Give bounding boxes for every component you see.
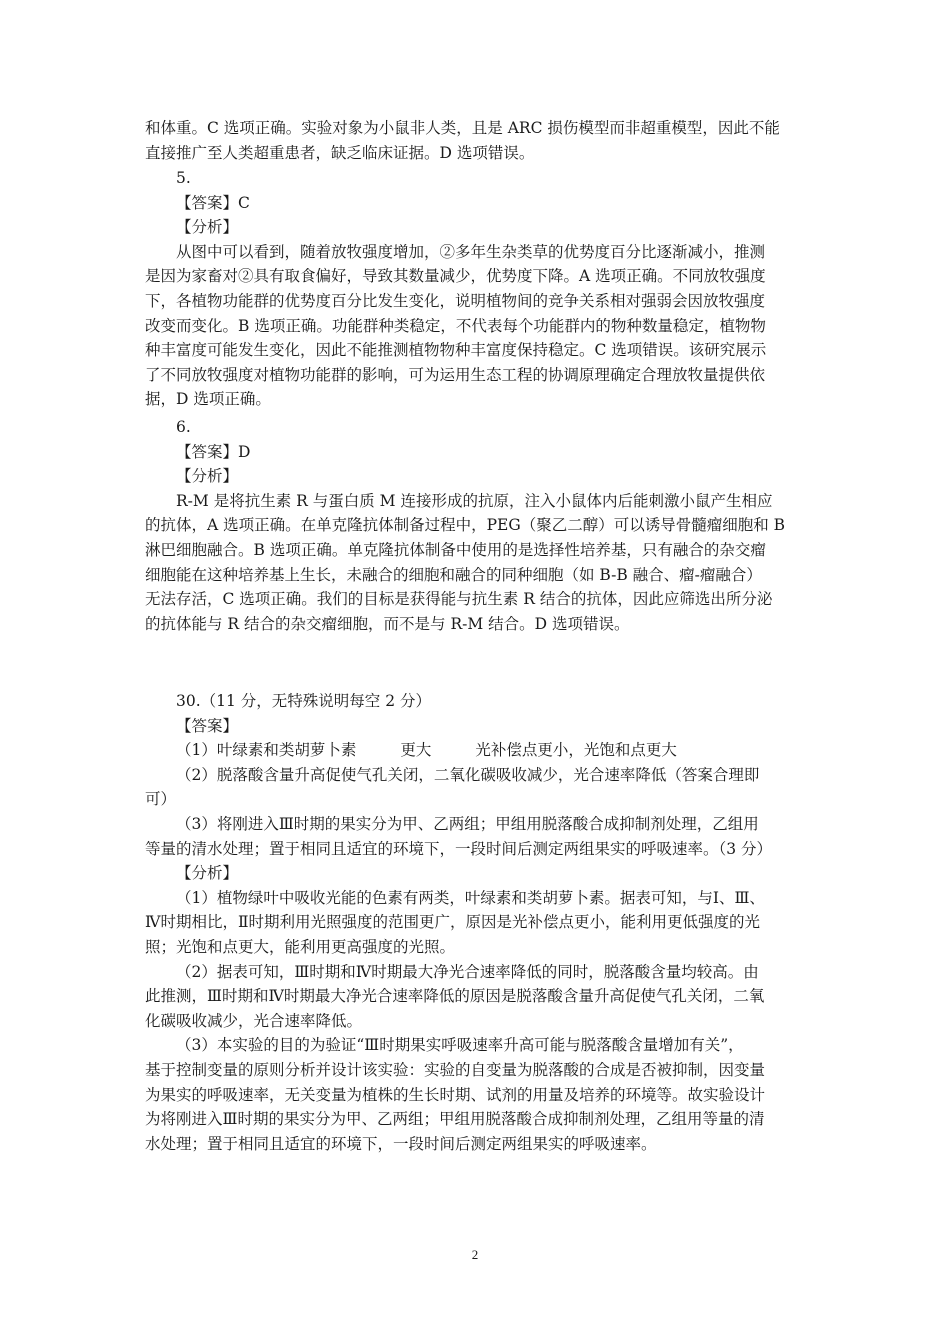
text-line: 为将刚进入Ⅲ时期的果实分为甲、乙两组；甲组用脱落酸合成抑制剂处理，乙组用等量的清 — [145, 1110, 765, 1129]
answer-1-part-3: 光补偿点更小，光饱和点更大 — [475, 741, 677, 760]
answer-1 — [145, 738, 810, 763]
text-line: Ⅳ时期相比，Ⅱ时期利用光照强度的范围更广，原因是光补偿点更小，能利用更低强度的光 — [145, 913, 761, 932]
text-line: 了不同放牧强度对植物功能群的影响，可为运用生态工程的协调原理确定合理放牧量提供依 — [145, 365, 766, 384]
text-line: 照；光饱和点更大，能利用更高强度的光照。 — [145, 937, 456, 956]
analysis-label: 【分析】 — [176, 864, 239, 883]
text-line: 的抗体能与 R 结合的杂交瘤细胞，而不是与 R-M 结合。D 选项错误。 — [145, 614, 630, 633]
question-header: 30.（11 分，无特殊说明每空 2 分） — [176, 692, 432, 710]
analysis-label: 【分析】 — [176, 218, 239, 237]
page-number: 2 — [471, 1247, 479, 1262]
text-line: （2）脱落酸含量升高促使气孔关闭，二氧化碳吸收减少，光合速率降低（答案合理即 — [176, 765, 760, 784]
text-line: （3）本实验的目的为验证“Ⅲ时期果实呼吸速率升高可能与脱落酸含量增加有关”， — [176, 1036, 744, 1055]
text-line: 为果实的呼吸速率，无关变量为植株的生长时期、试剂的用量及培养的环境等。故实验设计 — [145, 1085, 766, 1104]
question-number: 6. — [176, 418, 191, 436]
answer-1-part-2: 更大 — [400, 741, 432, 760]
text-line: 水处理；置于相同且适宜的环境下，一段时间后测定两组果实的呼吸速率。 — [145, 1134, 657, 1153]
text-line: 是因为家畜对②具有取食偏好，导致其数量减少，优势度下降。A 选项正确。不同放牧强度 — [145, 267, 766, 286]
section-q30 — [145, 689, 810, 1156]
section-q5 — [145, 166, 810, 412]
text-line: （1）植物绿叶中吸收光能的色素有两类，叶绿素和类胡萝卜素。据表可知，与Ⅰ、Ⅲ、 — [176, 888, 765, 907]
text-line: （3）将刚进入Ⅲ时期的果实分为甲、乙两组；甲组用脱落酸合成抑制剂处理，乙组用 — [176, 814, 759, 833]
question-number: 5. — [176, 169, 191, 187]
text-line: 的抗体，A 选项正确。在单克隆抗体制备过程中，PEG（聚乙二醇）可以诱导骨髓瘤细胞和 B — [145, 516, 786, 535]
text-line: 淋巴细胞融合。B 选项正确。单克隆抗体制备中使用的是选择性培养基，只有融合的杂交瘤 — [145, 540, 766, 559]
text-line: 可） — [145, 790, 177, 809]
answer-1-part-1: （1）叶绿素和类胡萝卜素 — [176, 741, 357, 760]
text-line: （2）据表可知，Ⅲ时期和Ⅳ时期最大净光合速率降低的同时，脱落酸含量均较高。由 — [176, 962, 759, 981]
text-line: 化碳吸收减少，光合速率降低。 — [145, 1011, 363, 1030]
text-line: 等量的清水处理；置于相同且适宜的环境下，一段时间后测定两组果实的呼吸速率。（3 分） — [145, 839, 773, 858]
analysis-label: 【分析】 — [176, 467, 239, 486]
text-line: 改变而变化。B 选项正确。功能群种类稳定，不代表每个功能群内的物种数量稳定，植物物 — [145, 316, 766, 335]
section-q4-continuation — [145, 116, 810, 165]
section-q6 — [145, 415, 810, 636]
text-line: 无法存活，C 选项正确。我们的目标是获得能与抗生素 R 结合的抗体，因此应筛选出所分泌 — [145, 590, 773, 609]
text-line: 种丰富度可能发生变化，因此不能推测植物物种丰富度保持稳定。C 选项错误。该研究展示 — [145, 341, 767, 360]
text-line: 直接推广至人类超重患者，缺乏临床证据。D 选项错误。 — [145, 143, 535, 162]
text-line: 从图中可以看到，随着放牧强度增加，②多年生杂类草的优势度百分比逐渐减小，推测 — [176, 242, 766, 261]
text-line: 下，各植物功能群的优势度百分比发生变化，说明植物间的竞争关系相对强弱会因放牧强度 — [145, 291, 766, 310]
answer-label: 【答案】D — [176, 442, 251, 461]
answer-label: 【答案】C — [176, 193, 250, 212]
text-line: 和体重。C 选项正确。实验对象为小鼠非人类，且是 ARC 损伤模型而非超重模型，因此不能 — [145, 119, 780, 137]
text-line: 基于控制变量的原则分析并设计该实验：实验的自变量为脱落酸的合成是否被抑制，因变量 — [145, 1060, 766, 1079]
answer-label: 【答案】 — [176, 716, 239, 735]
text-line: 据，D 选项正确。 — [145, 390, 271, 409]
text-line: R-M 是将抗生素 R 与蛋白质 M 连接形成的抗原，注入小鼠体内后能刺激小鼠产生相应 — [176, 491, 773, 510]
text-line: 细胞能在这种培养基上生长，未融合的细胞和融合的同种细胞（如 B-B 融合、瘤-瘤融合） — [145, 565, 762, 584]
text-line: 此推测，Ⅲ时期和Ⅳ时期最大净光合速率降低的原因是脱落酸含量升高促使气孔关闭，二氧 — [145, 987, 765, 1006]
